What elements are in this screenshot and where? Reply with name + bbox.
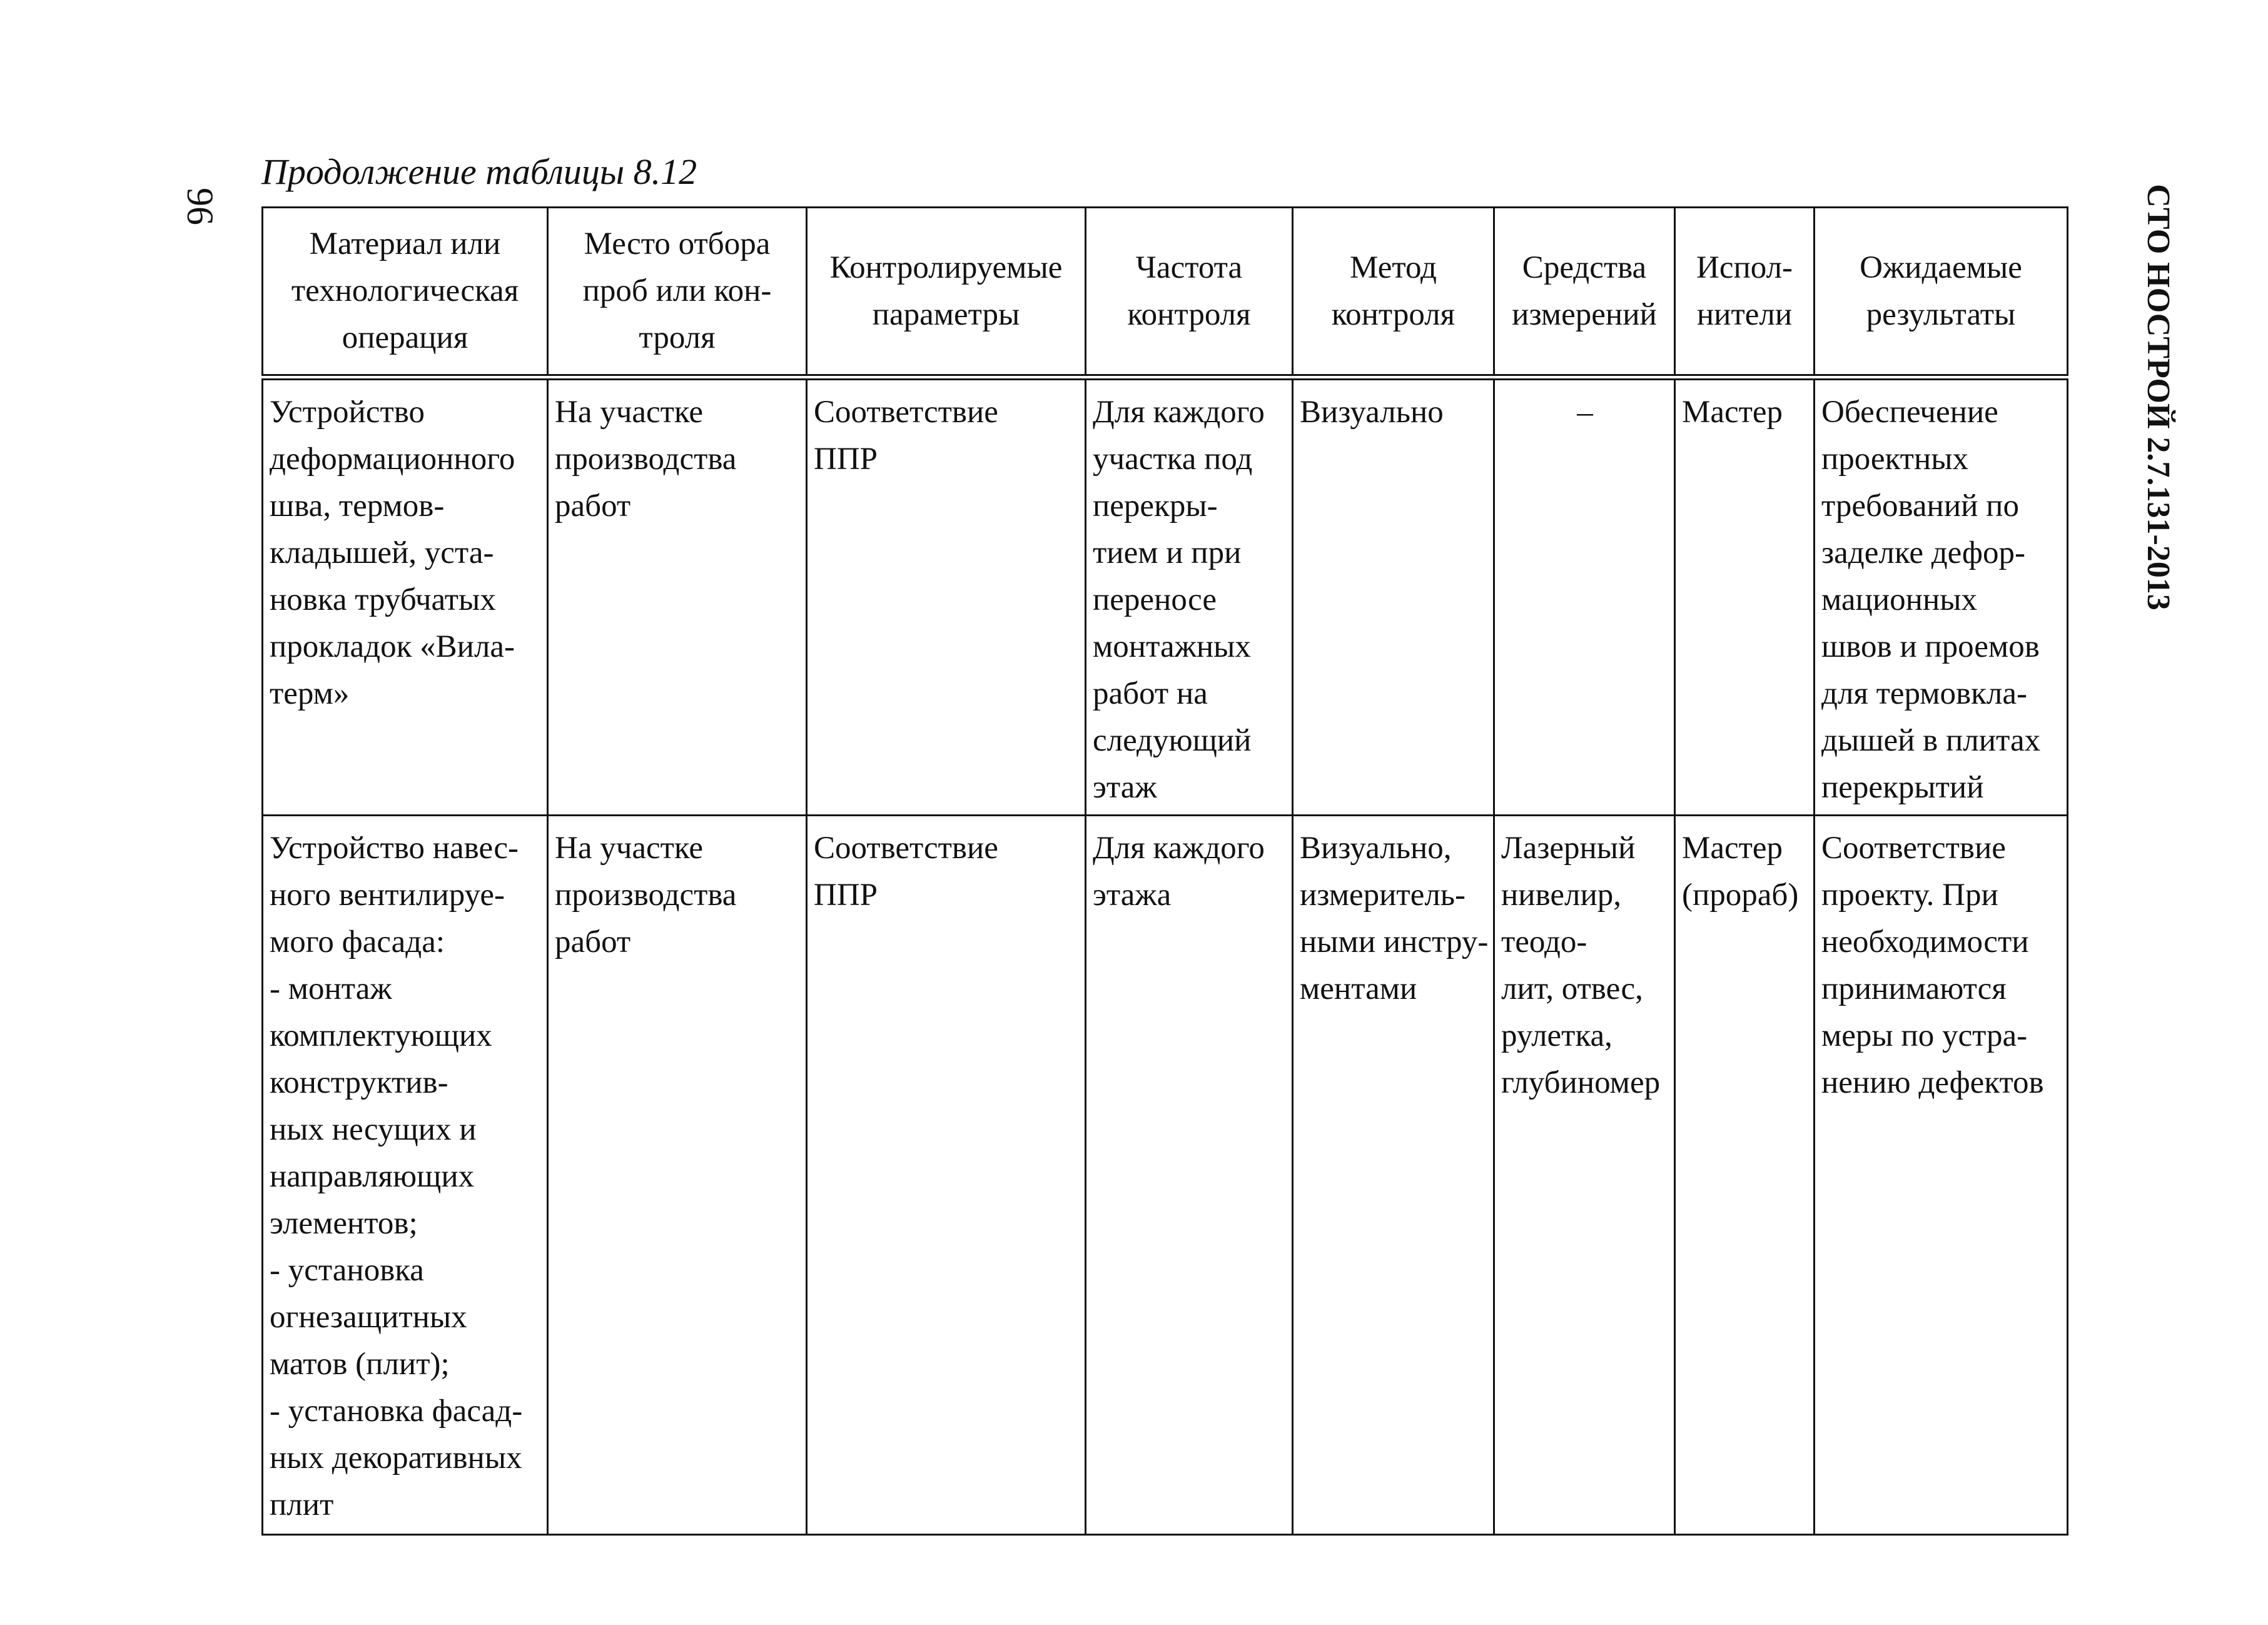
- cell-text-line: перекрытий: [1821, 770, 1984, 805]
- column-header-line: проб или кон-: [582, 273, 772, 308]
- cell-text-line: ППР: [814, 442, 878, 477]
- cell-text-line: меры по устра-: [1821, 1018, 2028, 1053]
- column-header: [807, 208, 1086, 378]
- cell-text-line: терм»: [270, 676, 350, 711]
- table-cell: [1086, 377, 1293, 815]
- cell-text-line: - установка: [270, 1252, 424, 1288]
- cell-text-line: переносе: [1093, 582, 1217, 617]
- table-row: [263, 815, 2068, 1534]
- table-cell: [1086, 815, 1293, 1534]
- cell-text-line: работ: [555, 489, 631, 524]
- table-cell: [807, 815, 1086, 1534]
- cell-text-line: - монтаж: [270, 971, 392, 1006]
- column-header: [548, 208, 807, 378]
- table-cell: [1675, 377, 1815, 815]
- column-header-line: контроля: [1127, 296, 1251, 332]
- cell-text-line: следующий: [1093, 723, 1252, 758]
- cell-text-line: тием и при: [1093, 535, 1242, 570]
- cell-text-line: Обеспечение: [1821, 395, 1998, 430]
- column-header-line: троля: [639, 320, 716, 355]
- cell-text-line: направляющих: [270, 1158, 475, 1194]
- cell-text-line: Мастер: [1682, 395, 1783, 430]
- column-header-line: измерений: [1512, 296, 1657, 332]
- cell-text-line: комплектующих: [270, 1018, 492, 1053]
- cell-text-line: - установка фасад-: [270, 1393, 523, 1429]
- cell-text-line: требований по: [1821, 489, 2019, 524]
- column-header-line: Ожидаемые: [1860, 250, 2022, 285]
- cell-text-line: Визуально: [1300, 395, 1444, 430]
- cell-text-line: матов (плит);: [270, 1346, 450, 1382]
- column-header-line: контроля: [1331, 296, 1455, 332]
- cell-text-line: ных декоративных: [270, 1440, 522, 1476]
- cell-text-line: плит: [270, 1487, 334, 1522]
- inspection-table: [261, 206, 2068, 1536]
- column-header-line: Метод: [1350, 250, 1437, 285]
- table-header: [263, 208, 2068, 378]
- cell-text-line: измеритель-: [1300, 877, 1466, 913]
- column-header: [1293, 208, 1494, 378]
- cell-text-line: На участке: [555, 830, 704, 866]
- table-cell: [263, 815, 548, 1534]
- table-cell: [548, 377, 807, 815]
- cell-text-line: нивелир,: [1501, 877, 1621, 913]
- cell-text-line: дышей в плитах: [1821, 723, 2041, 758]
- table-cell: [1494, 815, 1675, 1534]
- cell-text-line: Для каждого: [1093, 395, 1265, 430]
- column-header-line: Место отбора: [584, 226, 771, 261]
- cell-text-line: прокладок «Вила-: [270, 629, 515, 664]
- cell-text-line: (прораб): [1682, 877, 1799, 913]
- cell-text-line: работ на: [1093, 676, 1208, 711]
- table-body: [263, 377, 2068, 1534]
- cell-text-line: работ: [555, 924, 631, 959]
- column-header-line: Средства: [1522, 250, 1647, 285]
- cell-text-line: для термовкла-: [1821, 676, 2027, 711]
- table-cell: [548, 815, 807, 1534]
- table-row: [263, 377, 2068, 815]
- cell-text-line: конструктив-: [270, 1065, 448, 1100]
- cell-text-line: принимаются: [1821, 971, 2007, 1006]
- column-header-line: операция: [342, 320, 468, 355]
- header-row: [263, 208, 2068, 378]
- column-header: [1815, 208, 2068, 378]
- cell-text-line: глубиномер: [1501, 1065, 1661, 1100]
- cell-text-line: Лазерный: [1501, 830, 1636, 866]
- cell-text-line: На участке: [555, 395, 704, 430]
- cell-text-line: производства: [555, 442, 737, 477]
- cell-text-line: Соответствие: [1821, 830, 2006, 866]
- cell-text-line: участка под: [1093, 442, 1253, 477]
- cell-text-line: –: [1577, 395, 1593, 430]
- table-cell: [1815, 815, 2068, 1534]
- column-header-line: результаты: [1866, 296, 2016, 332]
- cell-text-line: мационных: [1821, 582, 1977, 617]
- cell-text-line: деформационного: [270, 442, 515, 477]
- table-cell: [1815, 377, 2068, 815]
- cell-text-line: проекту. При: [1821, 877, 1998, 913]
- cell-text-line: швов и проемов: [1821, 629, 2040, 664]
- table-caption: Продолжение таблицы 8.12: [261, 151, 697, 192]
- column-header-line: параметры: [872, 296, 1020, 332]
- column-header-line: Материал или: [309, 226, 501, 261]
- column-header-line: Испол-: [1696, 250, 1793, 285]
- cell-text-line: новка трубчатых: [270, 582, 496, 617]
- cell-text-line: перекры-: [1093, 489, 1218, 524]
- table-cell: [807, 377, 1086, 815]
- column-header-line: нители: [1696, 296, 1793, 332]
- cell-text-line: Визуально,: [1300, 830, 1452, 866]
- table-cell: [1494, 377, 1675, 815]
- column-header-line: Контролируемые: [829, 250, 1063, 285]
- cell-text-line: Соответствие: [814, 395, 998, 430]
- cell-text-line: теодо-: [1501, 924, 1587, 959]
- cell-text-line: Мастер: [1682, 830, 1783, 866]
- cell-text-line: Устройство: [270, 395, 425, 430]
- cell-text-line: огнезащитных: [270, 1299, 467, 1335]
- column-header-line: технологическая: [291, 273, 519, 308]
- table-cell: [1675, 815, 1815, 1534]
- table-cell: [263, 377, 548, 815]
- cell-text-line: рулетка,: [1501, 1018, 1612, 1053]
- column-header: [1086, 208, 1293, 378]
- cell-text-line: нению дефектов: [1821, 1065, 2044, 1100]
- cell-text-line: шва, термов-: [270, 489, 445, 524]
- cell-text-line: необходимости: [1821, 924, 2029, 959]
- column-header: [263, 208, 548, 378]
- cell-text-line: этажа: [1093, 877, 1172, 913]
- cell-text-line: ППР: [814, 877, 878, 913]
- cell-text-line: монтажных: [1093, 629, 1251, 664]
- cell-text-line: ными инстру-: [1300, 924, 1489, 959]
- cell-text-line: лит, отвес,: [1501, 971, 1643, 1006]
- cell-text-line: производства: [555, 877, 737, 913]
- page-number: 96: [180, 188, 221, 225]
- cell-text-line: этаж: [1093, 770, 1157, 805]
- cell-text-line: кладышей, уста-: [270, 535, 494, 570]
- cell-text-line: ментами: [1300, 971, 1417, 1006]
- table-cell: [1293, 377, 1494, 815]
- cell-text-line: мого фасада:: [270, 924, 445, 959]
- cell-text-line: Соответствие: [814, 830, 998, 866]
- running-title: СТО НОСТРОЙ 2.7.131-2013: [2140, 184, 2176, 610]
- cell-text-line: Устройство навес-: [270, 830, 519, 866]
- cell-text-line: элементов;: [270, 1205, 418, 1241]
- column-header: [1675, 208, 1815, 378]
- column-header-line: Частота: [1135, 250, 1243, 285]
- column-header: [1494, 208, 1675, 378]
- cell-text-line: ных несущих и: [270, 1111, 477, 1147]
- cell-text-line: Для каждого: [1093, 830, 1265, 866]
- table-cell: [1293, 815, 1494, 1534]
- cell-text-line: заделке дефор-: [1821, 535, 2025, 570]
- cell-text-line: ного вентилируе-: [270, 877, 505, 913]
- cell-text-line: проектных: [1821, 442, 1969, 477]
